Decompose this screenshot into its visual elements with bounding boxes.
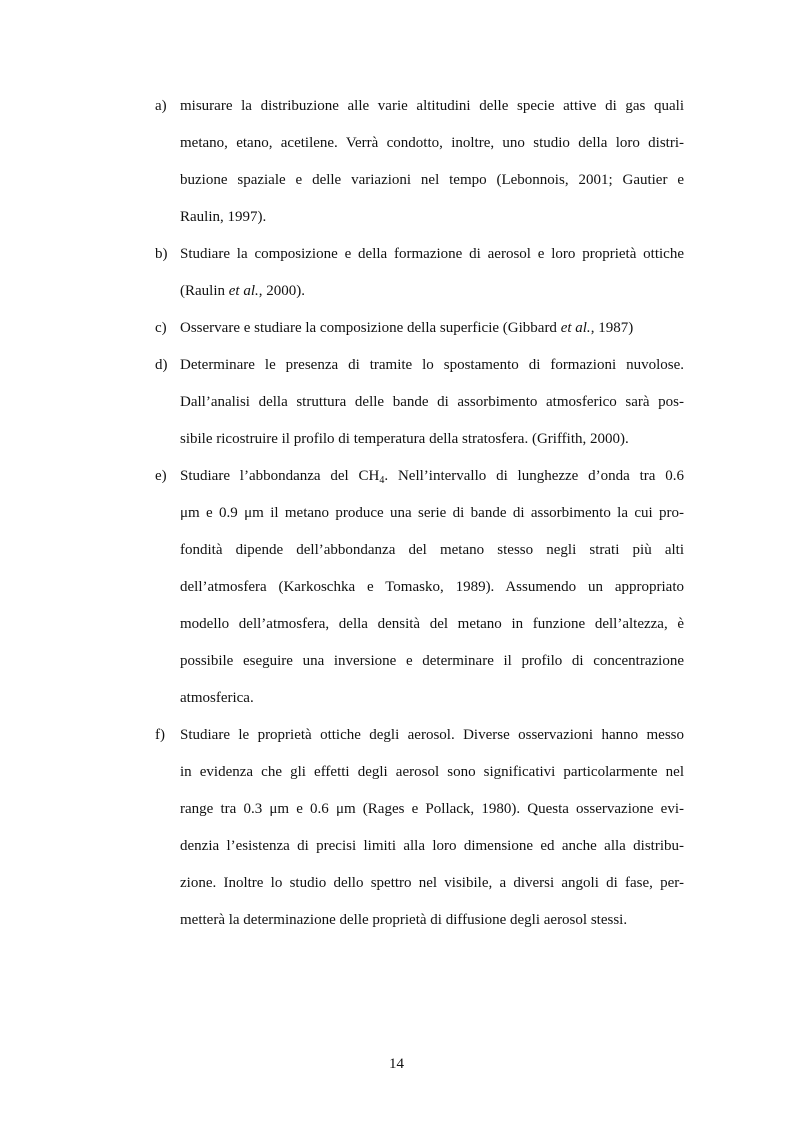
list-marker: c) (155, 320, 167, 336)
text-line: fondità dipende dell’abbondanza del metano stesso negli strati più alti (180, 542, 684, 558)
rich-line: Osservare e studiare la composizione della superficie (Gibbard et al., 1987) (180, 320, 634, 336)
text-line: denzia l’esistenza di precisi limiti alla loro dimensione ed anche alla distribu- (180, 838, 684, 854)
text-line: in evidenza che gli effetti degli aerosol sono significativi particolarmente nel (180, 764, 684, 780)
list-marker: d) (155, 357, 168, 373)
text-line: Dall’analisi della struttura delle bande di assorbimento atmosferico sarà pos- (180, 394, 684, 410)
text-line: modello dell’atmosfera, della densità del metano in funzione dell’altezza, è (180, 616, 684, 632)
text-line (180, 458, 684, 495)
rich-line: Studiare l’abbondanza del $CH_4$. Nell’intervallo di lunghezze d’onda tra 0.6 (180, 468, 684, 486)
text-line: Raulin, 1997). (180, 209, 267, 225)
text-line: buzione spaziale e delle variazioni nel tempo (Lebonnois, 2001; Gautier e (180, 172, 684, 188)
text-line (180, 310, 684, 347)
text-line: possibile eseguire una inversione e determinare il profilo di concentrazione (180, 653, 684, 669)
text-line: atmosferica. (180, 690, 254, 706)
text-line: Studiare le proprietà ottiche degli aerosol. Diverse osservazioni hanno messo (180, 727, 684, 743)
page-number: 14 (389, 1056, 404, 1072)
text-line (180, 273, 684, 310)
text-line: Determinare le presenza di tramite lo spostamento di formazioni nuvolose. (180, 357, 684, 373)
text-line: Studiare la composizione e della formazione di aerosol e loro proprietà ottiche (180, 246, 684, 262)
text-line: sibile ricostruire il profilo di temperatura della stratosfera. (Griffith, 2000). (180, 431, 629, 447)
list-marker: b) (155, 246, 168, 262)
text-line: metterà la determinazione delle proprietà di diffusione degli aerosol stessi. (180, 912, 628, 928)
text-line: μm e 0.9 μm il metano produce una serie di bande di assorbimento la cui pro- (180, 505, 684, 521)
text-line: misurare la distribuzione alle varie altitudini delle specie attive di gas quali (180, 98, 684, 114)
list-marker: e) (155, 468, 167, 484)
text-line: dell’atmosfera (Karkoschka e Tomasko, 1989). Assumendo un appropriato (180, 579, 684, 595)
rich-line: (Raulin et al., 2000). (180, 283, 305, 299)
text-line: zione. Inoltre lo studio dello spettro nel visibile, a diversi angoli di fase, per- (180, 875, 684, 891)
text-line: range tra 0.3 μm e 0.6 μm (Rages e Pollack, 1980). Questa osservazione evi- (180, 801, 684, 817)
list-marker: f) (155, 727, 165, 743)
list-marker: a) (155, 98, 167, 114)
text-line: metano, etano, acetilene. Verrà condotto, inoltre, uno studio della loro distri- (180, 135, 684, 151)
